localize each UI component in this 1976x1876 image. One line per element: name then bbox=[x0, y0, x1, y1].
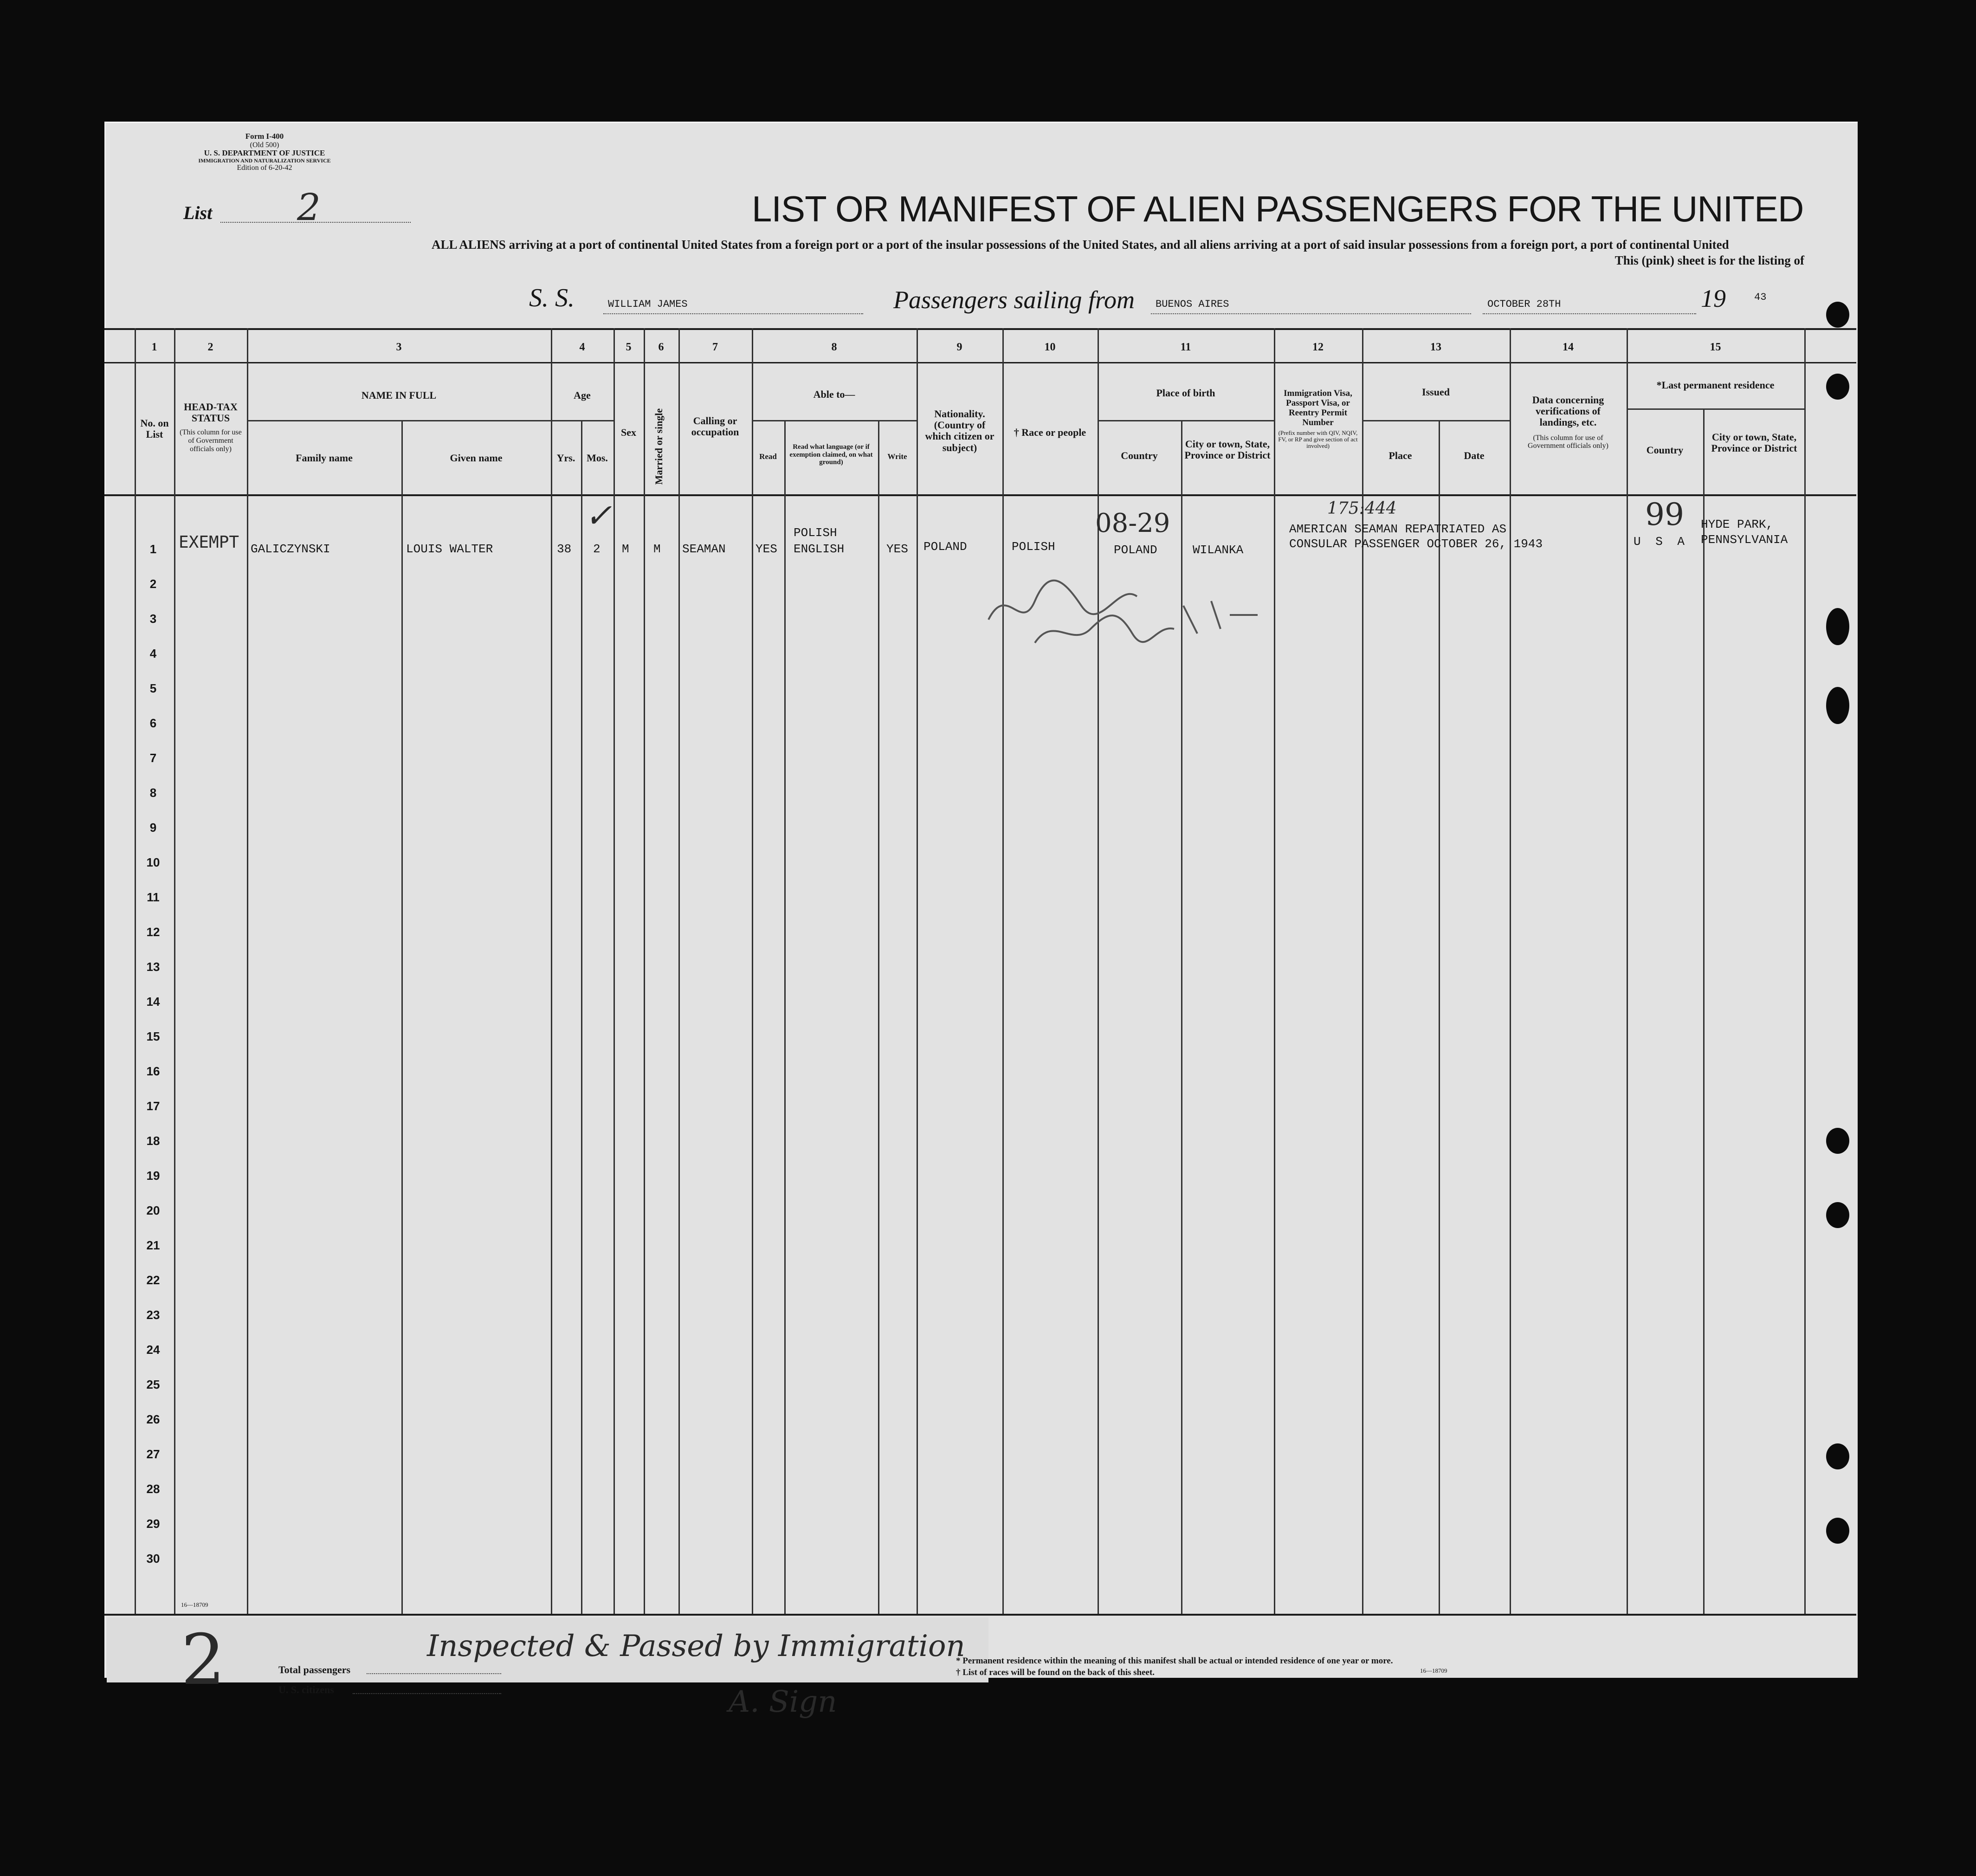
col-divider bbox=[678, 328, 680, 1614]
row-number: 17 bbox=[146, 1099, 160, 1113]
header-visa bbox=[1277, 389, 1359, 449]
us-citizens-label: U. S. citizens bbox=[278, 1684, 334, 1695]
birth-country-code: 08-29 bbox=[1095, 508, 1170, 538]
col-divider bbox=[551, 328, 552, 1614]
ss-label: S. S. bbox=[529, 284, 575, 312]
col-divider bbox=[1362, 328, 1363, 1614]
departure-date: OCTOBER 28TH bbox=[1487, 298, 1561, 310]
age-subheader-rule bbox=[551, 420, 613, 421]
header-yrs: Yrs. bbox=[556, 452, 575, 464]
service: IMMIGRATION AND NATURALIZATION SERVICE bbox=[198, 157, 331, 164]
language-2: ENGLISH bbox=[794, 542, 845, 556]
manifest-sheet bbox=[104, 122, 1858, 1678]
ship-name: WILLIAM JAMES bbox=[608, 298, 688, 310]
row-number: 20 bbox=[146, 1203, 160, 1217]
row-number: 11 bbox=[147, 890, 160, 904]
col-number: 13 bbox=[1430, 341, 1441, 353]
header-birth-city: City or town, State, Province or District bbox=[1184, 438, 1271, 461]
table-bottom-rule bbox=[104, 1614, 1856, 1616]
subtitle-line1 bbox=[432, 238, 1729, 252]
col-divider bbox=[1627, 328, 1628, 1614]
issued-subheader-rule bbox=[1362, 420, 1510, 421]
family-name: GALICZYNSKI bbox=[251, 542, 330, 556]
subtitle-text: arriving at a port of continental United States from a foreign port or a port of the insular possessions of the United States, and all aliens arriving at a port of said insular possessions from a foreign port, a port of continental United bbox=[509, 238, 1729, 252]
row-number: 23 bbox=[146, 1308, 160, 1322]
sailing-label: Passengers sailing from bbox=[893, 286, 1135, 314]
residence-code: 99 bbox=[1645, 497, 1684, 532]
nationality: POLAND bbox=[923, 540, 967, 554]
row-number: 13 bbox=[146, 960, 160, 974]
form-old-number: (Old 500) bbox=[250, 141, 279, 149]
col-number: 9 bbox=[956, 341, 962, 353]
col-divider bbox=[1804, 328, 1806, 1614]
language-1: POLISH bbox=[794, 526, 837, 540]
header-sex: Sex bbox=[621, 427, 636, 438]
header-visa-label: Immigration Visa, Passport Visa, or Reentry Permit Number bbox=[1284, 388, 1352, 427]
row-number: 26 bbox=[146, 1412, 160, 1426]
binder-hole bbox=[1826, 687, 1849, 724]
sex: M bbox=[622, 542, 629, 556]
header-head-tax bbox=[176, 401, 245, 453]
row-number: 24 bbox=[146, 1343, 160, 1357]
header-verifications bbox=[1515, 395, 1621, 450]
header-read-language: Read what language (or if exemption claimed, on what ground) bbox=[789, 443, 873, 466]
header-issued: Issued bbox=[1422, 386, 1450, 398]
col-divider bbox=[917, 328, 918, 1614]
col-number: 2 bbox=[207, 341, 213, 353]
binder-hole bbox=[1826, 374, 1849, 400]
note-races: † List of races will be found on the back of this sheet. bbox=[956, 1668, 1155, 1677]
occupation: SEAMAN bbox=[682, 542, 726, 556]
date-underline bbox=[1483, 313, 1696, 314]
col-divider bbox=[1703, 408, 1705, 1614]
row-number: 19 bbox=[146, 1169, 160, 1183]
colnum-rule bbox=[104, 362, 1856, 363]
header-family-name: Family name bbox=[296, 452, 353, 464]
col-number: 10 bbox=[1044, 341, 1056, 353]
visa-line-2: CONSULAR PASSENGER OCTOBER 26, 1943 bbox=[1289, 537, 1543, 551]
age-months: 2 bbox=[593, 542, 601, 556]
sheet-printer-code: 16—18709 bbox=[181, 1601, 208, 1608]
edition: Edition of 6-20-42 bbox=[237, 164, 292, 172]
header-read: Read bbox=[759, 452, 777, 461]
departure-port: BUENOS AIRES bbox=[1156, 298, 1229, 310]
col-number: 14 bbox=[1563, 341, 1574, 353]
col-divider bbox=[878, 420, 879, 1614]
can-read: YES bbox=[756, 542, 777, 556]
note-permanent-residence: * Permanent residence within the meaning of this manifest shall be actual or intended residence of one year or more. bbox=[956, 1656, 1393, 1666]
header-place-of-birth: Place of birth bbox=[1156, 387, 1215, 399]
header-issued-date: Date bbox=[1464, 450, 1485, 461]
header-given-name: Given name bbox=[450, 452, 503, 464]
header-visa-note: (Prefix number with QIV, NQIV, FV, or RP and give section of act involved) bbox=[1278, 429, 1358, 450]
col-number: 4 bbox=[579, 341, 585, 353]
table-top-rule bbox=[104, 328, 1856, 330]
able-subheader-rule bbox=[752, 420, 917, 421]
col-divider bbox=[1510, 328, 1511, 1614]
row-number: 10 bbox=[146, 855, 160, 869]
header-married: Married or single bbox=[652, 408, 665, 485]
department: U. S. DEPARTMENT OF JUSTICE bbox=[204, 149, 325, 158]
header-bottom-rule bbox=[104, 494, 1856, 496]
residence-subheader-rule bbox=[1627, 408, 1804, 410]
header-calling: Calling or occupation bbox=[691, 415, 739, 438]
birth-city: WILANKA bbox=[1193, 543, 1244, 557]
inspection-handwritten: Inspected & Passed by Immigration bbox=[427, 1629, 965, 1663]
birth-country: POLAND bbox=[1114, 543, 1157, 557]
header-head-tax-note: (This column for use of Government officials only) bbox=[180, 428, 242, 453]
handwritten-scribble bbox=[979, 564, 1281, 652]
col-number: 7 bbox=[712, 341, 718, 353]
binder-hole bbox=[1826, 1128, 1849, 1154]
footer-printer-code: 16—18709 bbox=[1420, 1667, 1447, 1674]
header-able-to: Able to— bbox=[813, 388, 855, 400]
row-number: 28 bbox=[146, 1482, 160, 1496]
header-verifications-label: Data concerning verifications of landings, etc. bbox=[1532, 394, 1604, 428]
col-number: 5 bbox=[626, 341, 632, 353]
binder-hole bbox=[1826, 608, 1849, 645]
row-number: 27 bbox=[146, 1447, 160, 1461]
subtitle-lead: ALL ALIENS bbox=[432, 238, 506, 252]
row-number: 18 bbox=[146, 1134, 160, 1148]
header-no-on-list: No. on List bbox=[140, 417, 169, 440]
signature-handwritten: A. Sign bbox=[729, 1685, 837, 1719]
col-divider bbox=[644, 328, 645, 1614]
form-block bbox=[172, 132, 357, 172]
row-number: 22 bbox=[146, 1273, 160, 1287]
col-number: 1 bbox=[151, 341, 157, 353]
visa-line-1: AMERICAN SEAMAN REPATRIATED AS bbox=[1289, 522, 1507, 536]
row-number: 3 bbox=[149, 612, 157, 626]
row-number: 6 bbox=[149, 716, 157, 730]
row-number: 21 bbox=[146, 1238, 160, 1252]
row-number: 1 bbox=[149, 542, 157, 556]
row-number: 16 bbox=[146, 1064, 160, 1078]
visa-handwritten: 175:444 bbox=[1327, 499, 1397, 518]
given-name: LOUIS WALTER bbox=[406, 542, 493, 556]
list-label: List bbox=[183, 202, 213, 223]
row-number: 12 bbox=[146, 925, 160, 939]
row-number: 8 bbox=[149, 786, 157, 800]
binder-hole bbox=[1826, 1518, 1849, 1544]
row-number: 25 bbox=[146, 1378, 160, 1391]
year-suffix: 43 bbox=[1754, 291, 1767, 303]
row-number: 29 bbox=[146, 1517, 160, 1531]
col-number: 11 bbox=[1180, 341, 1191, 353]
list-number: 2 bbox=[297, 186, 321, 229]
age-years: 38 bbox=[557, 542, 572, 556]
col-number: 8 bbox=[831, 341, 837, 353]
header-res-country: Country bbox=[1646, 444, 1684, 456]
col-number: 3 bbox=[396, 341, 402, 353]
header-mos: Mos. bbox=[587, 452, 608, 464]
row-number: 5 bbox=[149, 681, 157, 695]
col-divider bbox=[1439, 420, 1440, 1614]
header-race: † Race or people bbox=[1014, 427, 1086, 438]
header-last-residence: *Last permanent residence bbox=[1656, 379, 1775, 391]
row-number: 9 bbox=[149, 821, 157, 834]
header-name-in-full: NAME IN FULL bbox=[361, 389, 437, 401]
name-subheader-rule bbox=[247, 420, 551, 421]
race: POLISH bbox=[1012, 540, 1055, 554]
col-number: 15 bbox=[1710, 341, 1721, 353]
birth-subheader-rule bbox=[1098, 420, 1274, 421]
header-issued-place: Place bbox=[1388, 450, 1412, 461]
check-mark: ✓ bbox=[585, 497, 612, 535]
col-divider bbox=[1274, 328, 1275, 1614]
col-number: 6 bbox=[658, 341, 664, 353]
header-age: Age bbox=[574, 389, 591, 401]
binder-hole bbox=[1826, 302, 1849, 328]
col-divider bbox=[401, 420, 403, 1614]
binder-hole bbox=[1826, 1443, 1849, 1469]
row-number: 2 bbox=[149, 577, 157, 591]
col-divider bbox=[752, 328, 753, 1614]
residence-city-1: HYDE PARK, bbox=[1701, 518, 1774, 531]
header-verifications-note: (This column for use of Government officials only) bbox=[1528, 433, 1608, 450]
binder-hole bbox=[1826, 1202, 1849, 1228]
header-head-tax-label: HEAD-TAX STATUS bbox=[184, 401, 238, 424]
year-prefix: 19 bbox=[1701, 285, 1726, 312]
row-number: 30 bbox=[146, 1552, 160, 1565]
header-res-city: City or town, State, Province or District bbox=[1711, 431, 1797, 454]
row-number: 15 bbox=[146, 1029, 160, 1043]
subtitle-line2: This (pink) sheet is for the listing of bbox=[1614, 253, 1804, 267]
col-divider bbox=[247, 328, 248, 1614]
head-tax-status: EXEMPT bbox=[179, 533, 239, 552]
row-number: 4 bbox=[149, 647, 157, 660]
row-number: 14 bbox=[146, 995, 160, 1009]
ship-underline bbox=[603, 313, 863, 314]
col-divider bbox=[613, 328, 615, 1614]
residence-city-2: PENNSYLVANIA bbox=[1701, 533, 1788, 547]
marital-status: M bbox=[653, 542, 661, 556]
header-birth-country: Country bbox=[1121, 450, 1158, 461]
form-number: Form I-400 bbox=[245, 132, 284, 141]
port-underline bbox=[1151, 313, 1471, 314]
page-title: LIST OR MANIFEST OF ALIEN PASSENGERS FOR THE UNITED bbox=[752, 188, 1804, 229]
col-number: 12 bbox=[1312, 341, 1324, 353]
total-passengers-line bbox=[367, 1673, 501, 1674]
row-number: 7 bbox=[149, 751, 157, 765]
can-write: YES bbox=[886, 542, 908, 556]
col-divider bbox=[1002, 328, 1004, 1614]
header-write: Write bbox=[887, 452, 907, 461]
us-citizens-line bbox=[353, 1693, 501, 1694]
col-divider bbox=[581, 420, 582, 1614]
residence-country: U S A bbox=[1634, 535, 1689, 549]
col-divider bbox=[784, 420, 786, 1614]
total-count-handwritten: 2 bbox=[181, 1620, 226, 1701]
total-passengers-label: Total passengers bbox=[278, 1664, 351, 1675]
header-nationality: Nationality. (Country of which citizen or subject) bbox=[925, 408, 994, 453]
